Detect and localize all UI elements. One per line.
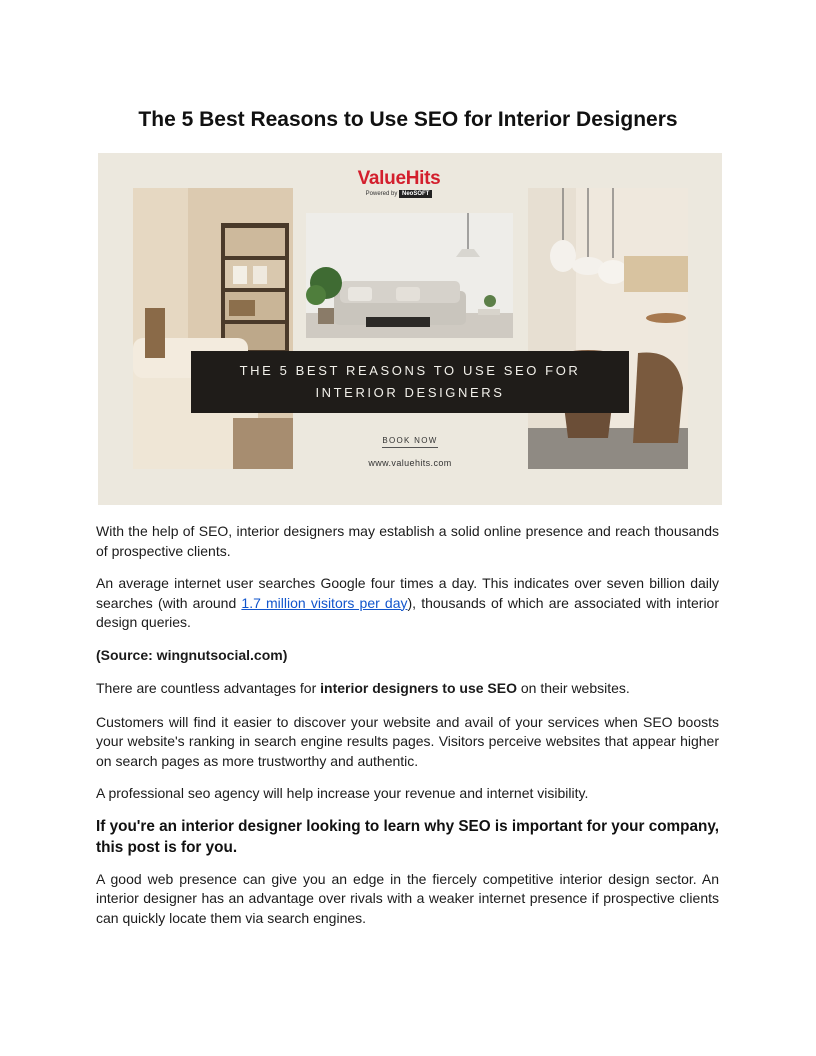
document-title: The 5 Best Reasons to Use SEO for Interior Designers <box>138 108 678 131</box>
banner-headline-box <box>191 351 629 413</box>
living-room-photo-left <box>133 188 293 469</box>
paragraph-advantages <box>96 679 719 699</box>
banner-headline-line1: THE 5 BEST REASONS TO USE SEO FOR <box>239 363 581 378</box>
source-citation: (Source: wingnutsocial.com) <box>96 646 288 663</box>
logo-powered-by: Powered by <box>365 191 398 197</box>
paragraph-ranking: Customers will find it easier to discover your website and avail of your services when SEO boosts your website's ranking in search engine results pages. Visitors perceive websites that appear higher on search pages as more trustworthy and authentic. <box>96 713 719 769</box>
article-body <box>96 522 719 928</box>
logo-wordmark: ValueHits <box>357 168 441 189</box>
valuehits-logo <box>339 168 459 208</box>
advantages-text-end: on their websites. <box>516 680 630 696</box>
paragraph-agency: A professional seo agency will help increase your revenue and internet visibility. <box>96 785 589 801</box>
search-stats-text-end: ), thousands of which are associated with interior design queries. <box>96 594 719 630</box>
logo-partner-badge: NeoSOFT <box>399 190 432 198</box>
paragraph-search-stats <box>96 574 719 633</box>
logo-tagline <box>339 191 459 197</box>
dining-room-photo-right <box>528 188 688 469</box>
sofa-room-photo-center <box>306 213 513 338</box>
hero-banner-image <box>98 153 722 505</box>
section-heading: If you're an interior designer looking to learn why SEO is important for your company, this post is for you. <box>96 817 719 856</box>
book-now-text: BOOK NOW <box>382 436 437 448</box>
banner-headline-line2: INTERIOR DESIGNERS <box>315 385 505 400</box>
paragraph-intro: With the help of SEO, interior designers may establish a solid online presence and reach thousands of prospective clients. <box>96 523 719 559</box>
advantages-text-start: There are countless advantages for <box>96 680 321 696</box>
paragraph-web-presence: A good web presence can give you an edge in the fiercely competitive interior design sector. An interior designer has an advantage over rivals with a weaker internet presence if prospective clients can quickly locate them via search engines. <box>96 870 719 926</box>
book-now-cta <box>98 436 722 445</box>
visitors-per-day-link[interactable]: 1.7 million visitors per day <box>241 594 408 611</box>
advantages-bold-phrase: interior designers to use SEO <box>320 680 517 696</box>
banner-website: www.valuehits.com <box>368 458 452 468</box>
search-stats-text-start: An average internet user searches Google four times a day. This indicates over seven billion daily searches (with around <box>96 575 719 611</box>
